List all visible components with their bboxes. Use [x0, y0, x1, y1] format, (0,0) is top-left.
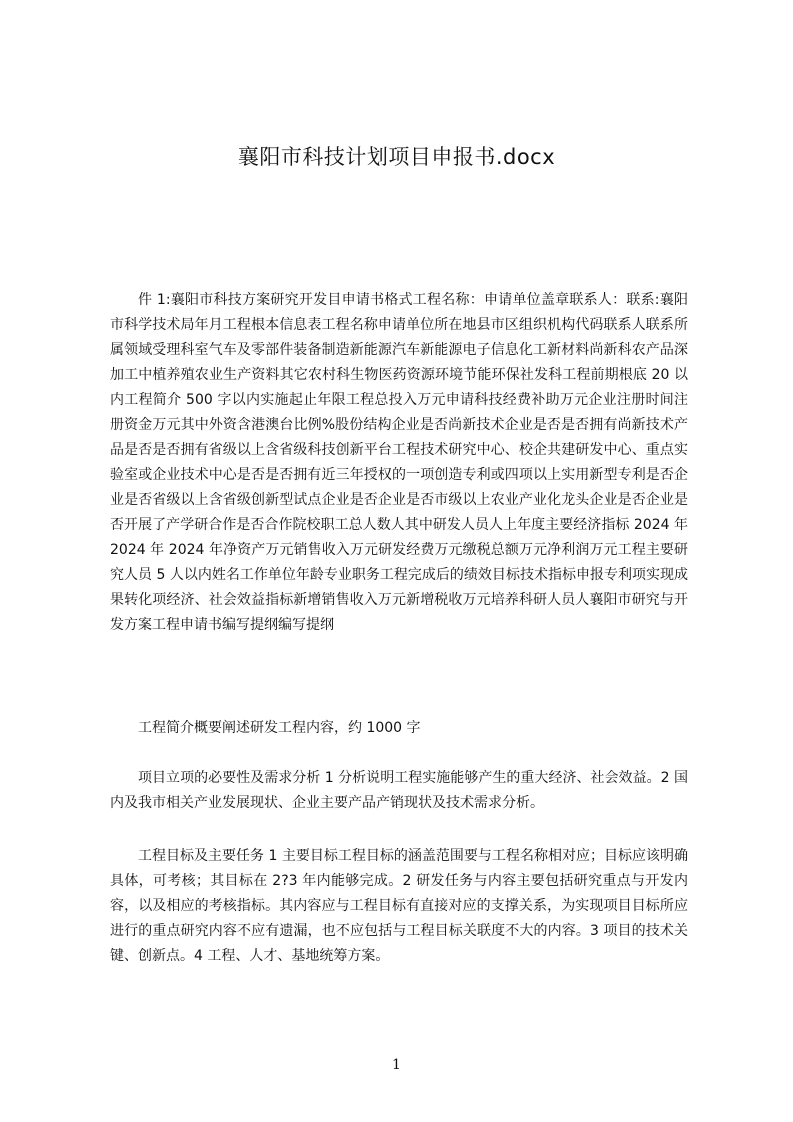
body-paragraph-necessity-analysis: 项目立项的必要性及需求分析 1 分析说明工程实施能够产生的重大经济、社会效益。2 国内及我市相关产业发展现状、企业主要产品产销现状及技术需求分析。 — [110, 770, 688, 811]
body-paragraph-objectives-tasks: 工程目标及主要任务 1 主要目标工程目标的涵盖范围要与工程名称相对应；目标应该明确具体，可考核；其目标在 2?3 年内能够完成。2 研发任务与内容主要包括研究重点与开发内容，以及相应的考核指标。其内容应与工程目标有直接对应的支撑关系，为实现项目目标所应进行的重点研究内容不应有遗漏，也不应包括与工程目标关联度不大的内容。3 项目的技术关键、创新点。4 工程、人才、基地统筹方案。 — [110, 848, 688, 964]
page-number: 1 — [392, 1057, 401, 1073]
body-paragraph-project-summary: 工程简介概要阐述研发工程内容，约 1000 字 — [138, 720, 421, 736]
body-paragraph-application-form: 件 1:襄阳市科技方案研究开发目申请书格式工程名称：申请单位盖章联系人：联系:襄阳市科学技术局年月工程根本信息表工程名称申请单位所在地县市区组织机构代码联系人联系所属领域受理科室气车及零部件装备制造新能源汽车新能源电子信息化工新材料尚新科农产品深加工中植养殖农业生产资料其它农村科生物医药资源环境节能环保社发科工程前期根底 20 以内工程简介 500 字以内实施起止年限工程总投入万元申请科技经费补助万元企业注册时间注册资金万元其中外资含港澳台比例%股份结构企业是否尚新技术企业是否是否拥有尚新技术产品是否是否拥有省级以上含省级科技创新平台工程技术研究中心、校企共建研发中心、重点实验室或企业技术中心是否是否拥有近三年授权的一项创造专利或四项以上实用新型专利是否企业是否省级以上含省级创新型试点企业是否企业是否市级以上农业产业化龙头企业是否企业是否开展了产学研合作是否合作院校职工总人数人其中研发人员人上年度主要经济指标 2024 年 2024 年 2024 年净资产万元销售收入万元研发经费万元缴税总额万元净利润万元工程主要研究人员 5 人以内姓名工作单位年龄专业职务工程完成后的绩效目标技术指标申报专利项实现成果转化项经济、社会效益指标新增销售收入万元新增税收万元培养科研人员人襄阳市研究与开发方案工程申请书编写提纲编写提纲 — [110, 292, 688, 633]
document-title: 襄阳市科技计划项目申报书.docx — [237, 145, 556, 169]
